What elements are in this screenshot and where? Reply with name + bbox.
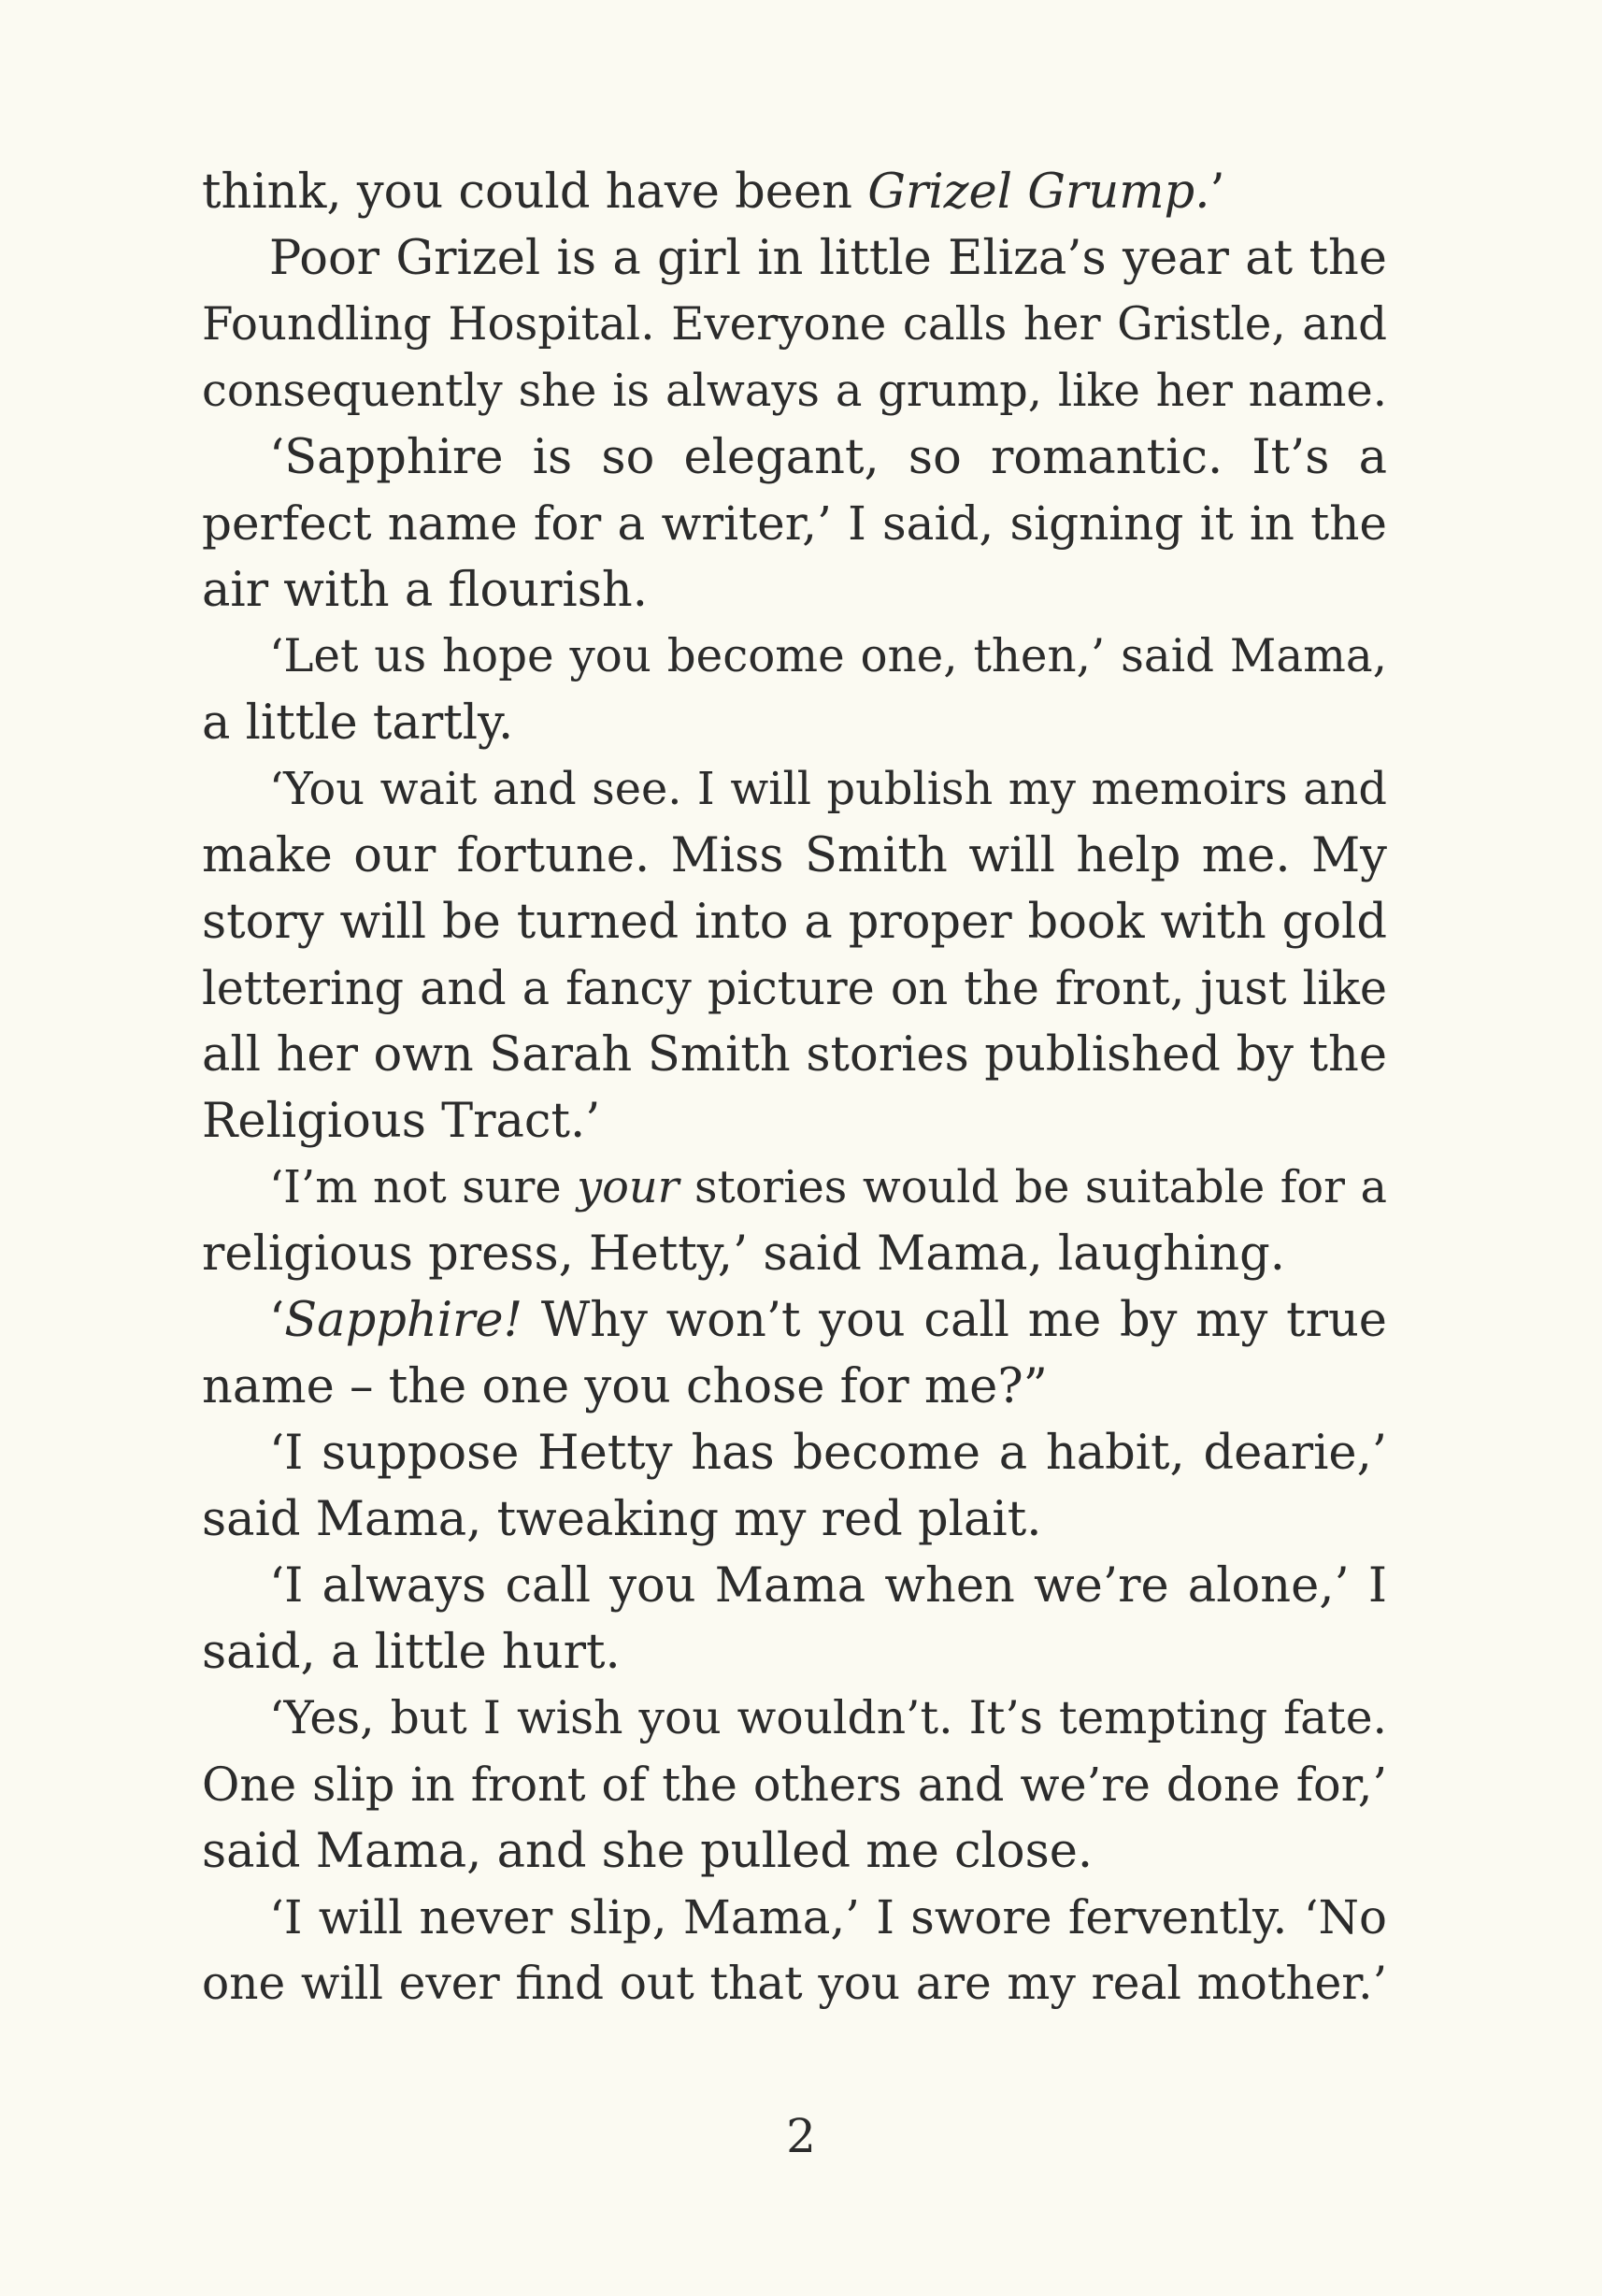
text-line: a little tartly. [202,696,514,751]
text-line: ‘I’m not sure your stories would be suitable for a [269,1162,1387,1213]
text-line: ‘Sapphire is so elegant, so romantic. It’s a [269,430,1387,485]
text-line: ‘Sapphire! Why won’t you call me by my true [269,1293,1387,1348]
text-line: lettering and a fancy picture on the front, just like [202,961,1387,1015]
text-line: said Mama, and she pulled me close. [202,1824,1094,1879]
text-line: ‘I will never slip, Mama,’ I swore fervently. ‘No [269,1890,1387,1944]
text-line: ‘I always call you Mama when we’re alone,’ I [269,1558,1387,1614]
text-line: name – the one you chose for me?” [202,1359,1048,1414]
text-line: ‘I suppose Hetty has become a habit, dearie,’ [269,1426,1387,1481]
text-line: perfect name for a writer,’ I said, signing it in the [202,496,1387,551]
text-line: said Mama, tweaking my red plait. [202,1492,1042,1547]
text-line: Poor Grizel is a girl in little Eliza’s year at the [269,231,1387,286]
text-line: think, you could have been Grizel Grump.’ [202,165,1225,220]
text-line: make our fortune. Miss Smith will help me. My [202,828,1387,883]
text-line: Religious Tract.’ [202,1094,601,1149]
text-line: all her own Sarah Smith stories published by the [202,1027,1387,1083]
body-text [202,159,1387,2017]
text-line: Foundling Hospital. Everyone calls her Gristle, and [202,298,1387,351]
text-line: consequently she is always a grump, like her name. [202,366,1387,417]
text-line: ‘Let us hope you become one, then,’ said Mama, [269,630,1387,682]
text-line: story will be turned into a proper book with gold [202,895,1387,950]
page-number: 2 [786,2109,816,2163]
text-line: One slip in front of the others and we’re done for,’ [202,1758,1387,1812]
text-line: ‘Yes, but I wish you wouldn’t. It’s tempting fate. [269,1692,1387,1744]
text-line: said, a little hurt. [202,1625,621,1680]
text-line: one will ever find out that you are my real mother.’ [202,1958,1387,2010]
text-line: ‘You wait and see. I will publish my memoirs and [269,764,1387,815]
text-line: air with a flourish. [202,563,648,618]
text-line: religious press, Hetty,’ said Mama, laughing. [202,1227,1286,1282]
